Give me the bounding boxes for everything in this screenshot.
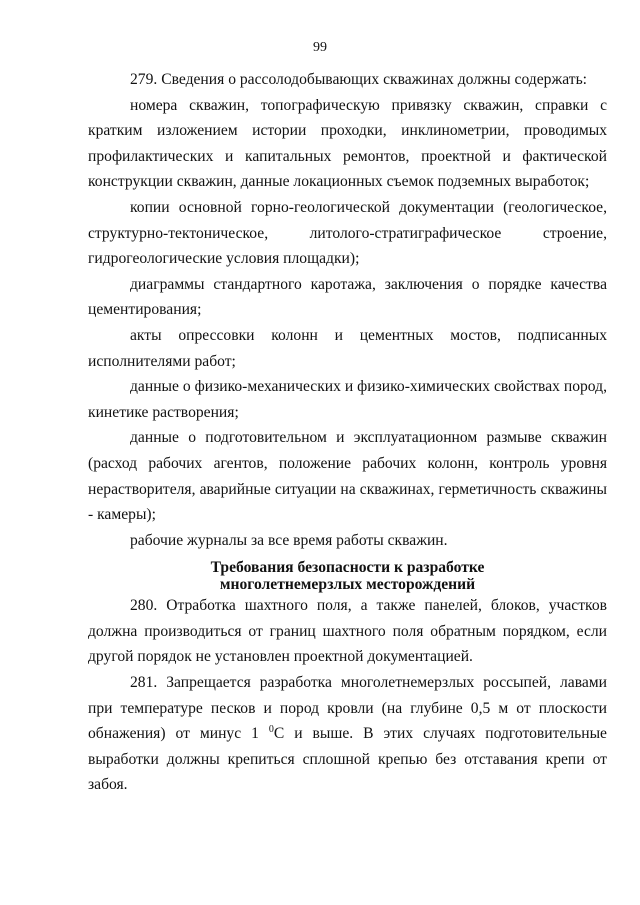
list-item-geology-docs: копии основной горно-геологической документации (геологическое, структурно-тектоническое, литолого-стратиграфическое строение, гидрогеологические условия площадки); bbox=[88, 198, 607, 268]
page-number: 99 bbox=[313, 40, 327, 55]
degree-superscript: 0 bbox=[268, 724, 274, 736]
paragraph-279: 279. Сведения о рассолодобывающих скважинах должны содержать: bbox=[130, 71, 588, 88]
list-item-washout-data: данные о подготовительном и эксплуатационном размыве скважин (расход рабочих агентов, положение рабочих колонн, контроль уровня нерастворителя, аварийные ситуации на скважинах, герметичность скважины - камеры); bbox=[88, 429, 607, 524]
paragraph-280: 280. Отработка шахтного поля, а также панелей, блоков, участков должна производиться от границ шахтного поля обратным порядком, если другой порядок не установлен проектной документацией. bbox=[88, 597, 607, 666]
list-item-well-numbers: номера скважин, топографическую привязку скважин, справки с кратким изложением истории проходки, инклинометрии, проводимых профилактических и капитальных ремонтов, проектной и фактической конструкции скважин, данные локационных съемок подземных выработок; bbox=[88, 96, 607, 191]
list-item-logging-diagrams: диаграммы стандартного каротажа, заключения о порядке качества цементирования; bbox=[88, 275, 607, 319]
paragraph-281-part-1: 281. Запрещается разработка многолетнемерзлых россыпей, лавами при температуре песков и пород кровли (на глубине 0,5 м от плоскости обнажения) от минус 1 bbox=[88, 674, 607, 743]
section-heading-line-1: Требования безопасности к разработке bbox=[210, 559, 485, 577]
document-body bbox=[88, 67, 607, 798]
paragraph-281-part-2: С и выше. В этих случаях подготовительные выработки должны крепиться сплошной крепью без отставания крепи от забоя. bbox=[88, 725, 607, 794]
list-item-pressure-test-acts: акты опрессовки колонн и цементных мостов, подписанных исполнителями работ; bbox=[88, 326, 607, 370]
paragraph-281 bbox=[88, 670, 607, 798]
list-item-work-logs: рабочие журналы за все время работы скважин. bbox=[130, 531, 448, 549]
section-heading-line-2: многолетнемерзлых месторождений bbox=[219, 576, 476, 594]
section-heading bbox=[88, 559, 607, 593]
list-item-rock-properties: данные о физико-механических и физико-химических свойствах пород, кинетике растворения; bbox=[88, 378, 607, 421]
